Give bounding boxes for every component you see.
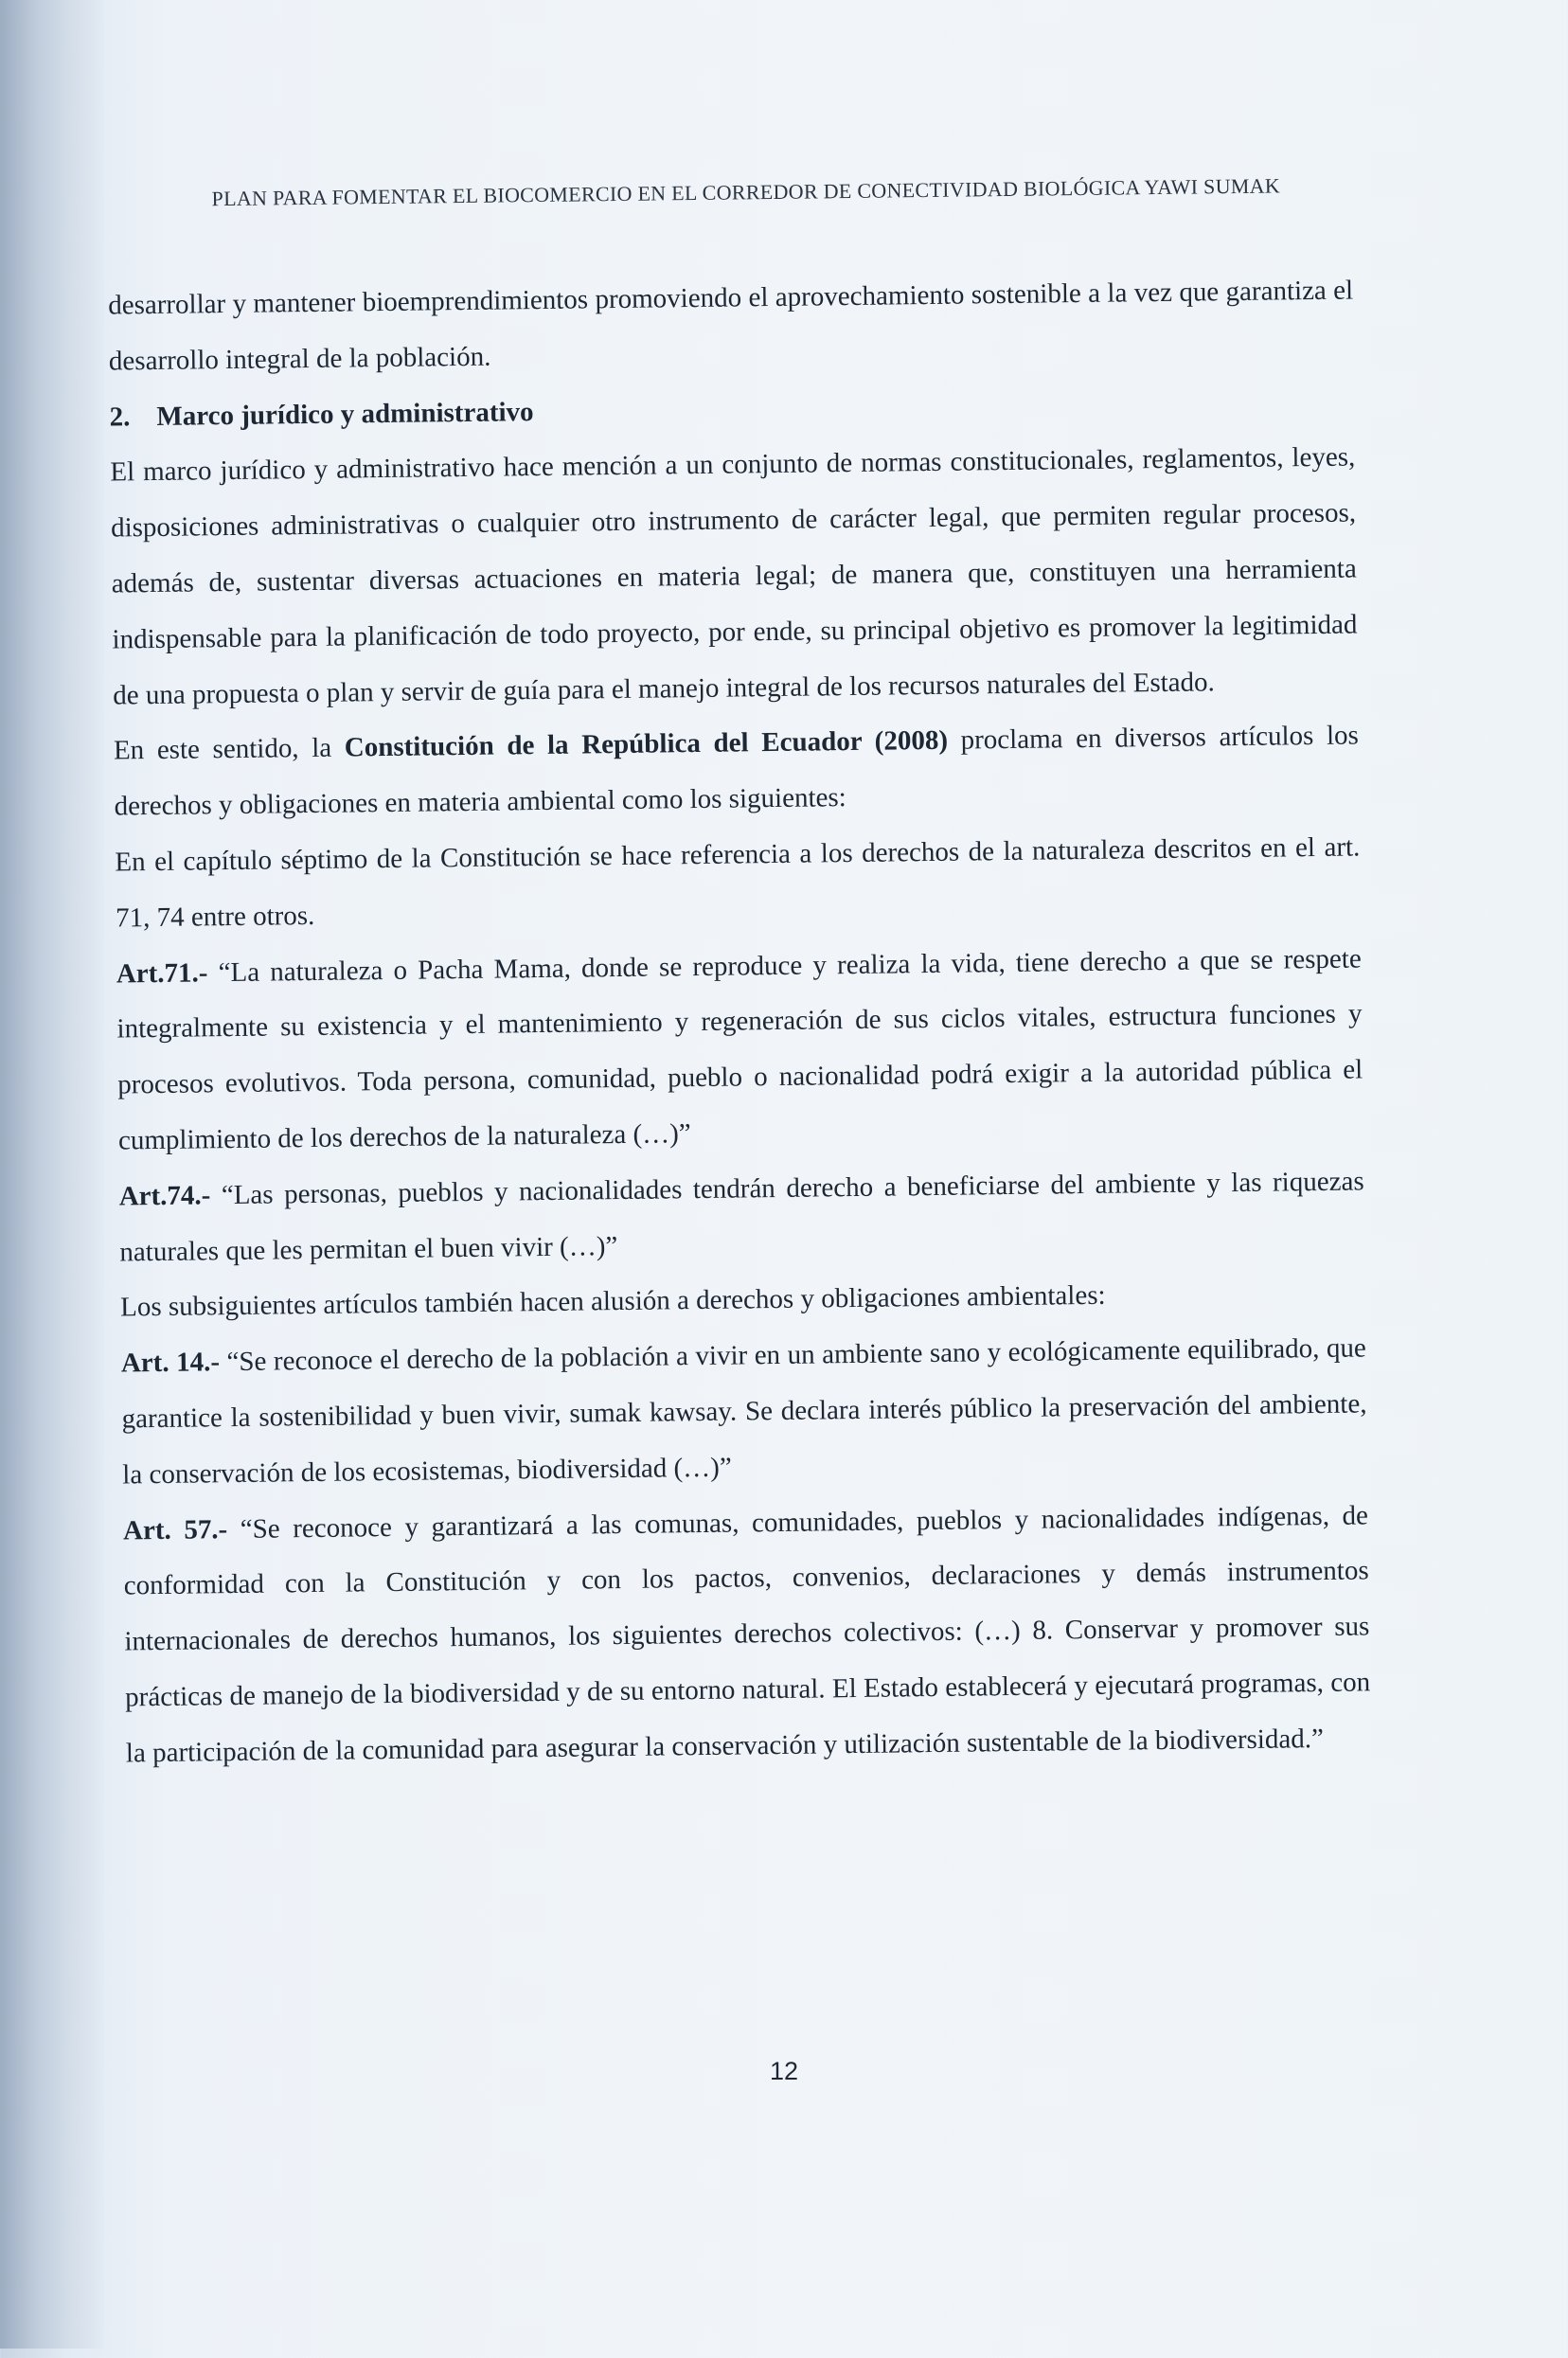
page-body (108, 262, 1371, 1780)
paragraph-constitucion-post: proclama en diversos artículos los derechos y obligaciones en materia ambiental como los siguientes: (114, 720, 1360, 822)
page-number: 12 (769, 2057, 799, 2085)
paragraph-marco: El marco jurídico y administrativo hace mención a un conjunto de normas constitucionales, reglamentos, leyes, disposiciones administrativas o cualquier otro instrumento de carácter legal, que permiten regular procesos, además de, sustentar diversas actuaciones en materia legal; de manera que, constituyen una herramienta indispensable para la planificación de todo proyecto, por ende, su principal objetivo es promover la legitimidad de una propuesta o plan y servir de guía para el manejo integral de los recursos naturales del Estado. (110, 441, 1358, 711)
article-14 (121, 1321, 1368, 1503)
article-14-label: Art. 14.- (120, 1347, 221, 1379)
article-14-text: “Se reconoce el derecho de la población a vivir en un ambiente sano y ecológicamente equilibrado, que garantice la sostenibilidad y buen vivir, sumak kawsay. Se declara interés público la preservación del ambiente, la conservación de los ecosistemas, biodiversidad (…)” (121, 1332, 1367, 1491)
running-header: PLAN PARA FOMENTAR EL BIOCOMERCIO EN EL CORREDOR DE CONECTIVIDAD BIOLÓGICA YAWI SUMAK (211, 173, 1281, 211)
article-57 (123, 1488, 1371, 1781)
section-title: Marco jurídico y administrativo (156, 396, 534, 432)
constitucion-title: Constitución de la República del Ecuador (2008) (344, 725, 949, 763)
paragraph-subsiguientes: Los subsiguientes artículos también hacen alusión a derechos y obligaciones ambientales: (119, 1280, 1106, 1323)
article-57-text: “Se reconoce y garantizará a las comunas, comunidades, pueblos y nacionalidades indígenas, de conformidad con la Constitución y con los pactos, convenios, declaraciones y demás instrumentos internacionales de derechos humanos, los siguientes derechos colectivos: (…) 8. Conservar y promover sus prácticas de manejo de la biodiversidad y de su entorno natural. El Estado establecerá y ejecutará programas, con la participación de la comunidad para asegurar la conservación y utilización sustentable de la biodiversidad.” (123, 1499, 1371, 1769)
article-74 (118, 1153, 1364, 1280)
paragraph-constitucion (114, 708, 1360, 835)
article-74-text: “Las personas, pueblos y nacionalidades tendrán derecho a beneficiarse del ambiente y las riquezas naturales que les permitan el buen vivir (…)” (119, 1166, 1364, 1268)
section-number: 2. (109, 401, 131, 433)
article-71-label: Art.71.- (116, 956, 208, 990)
paragraph-intro: desarrollar y mantener bioemprendimientos promoviendo el aprovechamiento sostenible a la vez que garantiza el desarrollo integral de la población. (108, 275, 1354, 377)
paragraph-capitulo: En el capítulo séptimo de la Constitución se hace referencia a los derechos de la naturaleza descritos en el art. 71, 74 entre otros. (115, 831, 1361, 934)
article-57-label: Art. 57.- (122, 1513, 228, 1545)
paragraph-constitucion-pre: En este sentido, la (113, 732, 346, 766)
article-71-text: “La naturaleza o Pacha Mama, donde se reproduce y realiza la vida, tiene derecho a que se respete integralmente su existencia y el mantenimiento y regeneración de sus ciclos vitales, estructura funciones y procesos evolutivos. Toda persona, comunidad, pueblo o nacionalidad podrá exigir a la autoridad pública el cumplimiento de los derechos de la naturaleza (…)” (116, 943, 1363, 1156)
article-71 (116, 931, 1363, 1169)
article-74-label: Art.74.- (118, 1180, 211, 1212)
